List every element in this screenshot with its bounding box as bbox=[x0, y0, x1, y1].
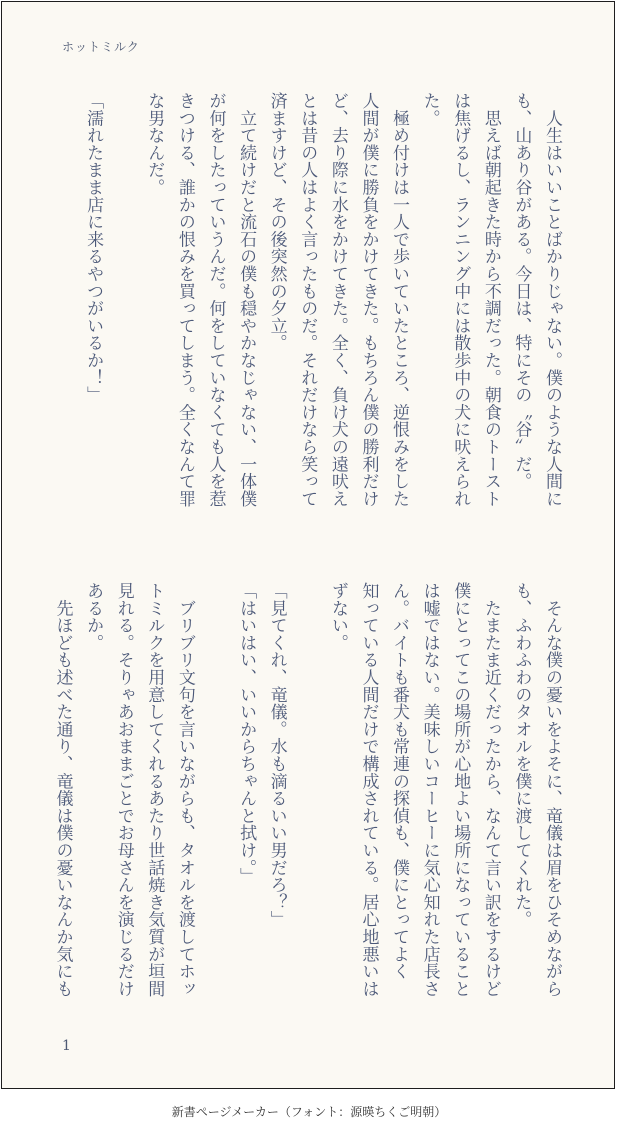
text-line: も、山あり谷がある。今日は、特にその〝谷〟だ。 bbox=[511, 92, 532, 490]
text-line: 極め付けは一人で歩いていたところ、逆恨みをした bbox=[389, 92, 410, 508]
text-line: 見れる。そりゃあおままごとでお母さんを演じるだけ bbox=[113, 582, 134, 998]
text-line: は嘘ではない。美味しいコーヒーに気心知れた店長さ bbox=[419, 582, 440, 998]
text-line: ブリブリ文句を言いながらも、タオルを渡してホッ bbox=[174, 582, 195, 998]
lower-text-column bbox=[47, 582, 567, 1022]
text-line: ど、去り際に水をかけてきた。全く、負け犬の遠吠え bbox=[327, 92, 348, 508]
text-line: ん。バイトも番犬も常連の探偵も、僕にとってよく bbox=[389, 582, 410, 980]
text-line: あるか。 bbox=[83, 582, 104, 652]
text-line: ずない。 bbox=[327, 582, 348, 652]
book-page bbox=[1, 1, 615, 1089]
text-line: 人生はいいことばかりじゃない。僕のような人間に bbox=[542, 92, 562, 508]
text-line: 人間が僕に勝負をかけてきた。もちろん僕の勝利だけ bbox=[358, 92, 379, 508]
blank-line bbox=[292, 582, 323, 1022]
text-line: 思えば朝起きた時から不調だった。朝食のトースト bbox=[480, 92, 501, 508]
text-line: は焦げるし、ランニング中には散歩中の犬に吠えられ bbox=[450, 92, 471, 508]
page-number: 1 bbox=[62, 1038, 71, 1054]
text-line: そんな僕の憂いをよそに、竜儀は眉をひそめながら bbox=[542, 582, 562, 998]
blank-line bbox=[200, 582, 231, 1022]
text-line: た。 bbox=[419, 92, 440, 127]
text-line: 知っている人間だけで構成されている。居心地悪いは bbox=[358, 582, 379, 998]
upper-text-column bbox=[78, 92, 568, 532]
text-line: トミルクを用意してくれるあたり世話焼き気質が垣間 bbox=[144, 582, 165, 998]
text-line: 先ほども述べた通り、竜儀は僕の憂いなんか気にも bbox=[52, 582, 73, 998]
text-line: な男なんだ。 bbox=[144, 92, 165, 196]
text-line: が何をしたっていうんだ。何をしていなくても人を惹 bbox=[205, 92, 226, 508]
text-line: 僕にとってこの場所が心地よい場所になっていること bbox=[450, 582, 471, 998]
dialogue-line: 「見てくれ、竜儀。水も滴るいい男だろ？」 bbox=[266, 582, 287, 928]
text-line: 済ますけど、その後突然の夕立。 bbox=[266, 92, 287, 352]
dialogue-line: 「はいはい、いいからちゃんと拭け。」 bbox=[236, 582, 257, 885]
running-head-title: ホットミルク bbox=[62, 40, 140, 54]
generator-credit: 新書ページメーカー（フォント：源暎ちくご明朝） bbox=[171, 1105, 447, 1119]
text-line: きつける、誰かの恨みを買ってしまう。全くなんて罪 bbox=[174, 92, 195, 508]
blank-line bbox=[108, 92, 139, 532]
text-line: とは昔の人はよく言ったものだ。それだけなら笑って bbox=[297, 92, 318, 508]
dialogue-line: 「濡れたまま店に来るやつがいるか！」 bbox=[83, 92, 104, 404]
text-line: も、ふわふわのタオルを僕に渡してくれた。 bbox=[511, 582, 532, 928]
text-line: たまたま近くだったから、なんて言い訳をするけど bbox=[480, 582, 501, 998]
text-line: 立て続けだと流石の僕も穏やかなじゃない、一体僕 bbox=[236, 92, 257, 508]
